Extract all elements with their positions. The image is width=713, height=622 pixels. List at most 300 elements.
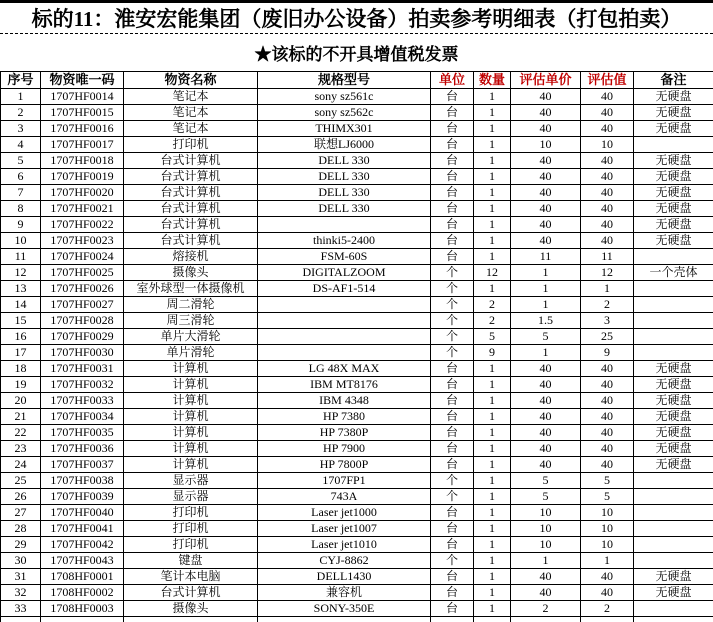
cell: 1 <box>474 425 511 441</box>
cell: 1707HF0035 <box>41 425 124 441</box>
cell: DELL 330 <box>258 201 431 217</box>
cell: 个 <box>431 265 474 281</box>
cell: 个 <box>431 281 474 297</box>
cell: 11 <box>511 249 581 265</box>
cell: 2 <box>474 297 511 313</box>
cell: 台 <box>431 233 474 249</box>
cell: 显示器 <box>124 473 258 489</box>
cell: 20 <box>1 393 41 409</box>
cell: 21 <box>1 409 41 425</box>
cell: 无硬盘 <box>634 457 713 473</box>
cell: 40 <box>511 185 581 201</box>
table-row <box>1 441 713 457</box>
cell: 1 <box>474 281 511 297</box>
cell: 31 <box>1 569 41 585</box>
cell <box>258 617 431 622</box>
cell: 个 <box>431 313 474 329</box>
no-vat-invoice-notice: ★该标的不开具增值税发票 <box>254 45 459 64</box>
cell: 1 <box>474 201 511 217</box>
cell: 1 <box>474 585 511 601</box>
cell: 熔接机 <box>124 249 258 265</box>
cell: 1 <box>474 105 511 121</box>
cell: 24 <box>1 457 41 473</box>
cell: 1707HF0034 <box>41 409 124 425</box>
cell: 40 <box>511 153 581 169</box>
cell: 40 <box>511 105 581 121</box>
table-row-clipped <box>1 617 713 622</box>
column-header-3: 规格型号 <box>258 72 431 89</box>
cell: 40 <box>581 185 634 201</box>
cell: 8 <box>1 201 41 217</box>
table-row <box>1 233 713 249</box>
cell: 743A <box>258 489 431 505</box>
cell: 1707FP1 <box>258 473 431 489</box>
cell: 13 <box>1 281 41 297</box>
cell: 1 <box>511 265 581 281</box>
cell: 个 <box>431 329 474 345</box>
cell: 1 <box>474 409 511 425</box>
cell: 1 <box>474 553 511 569</box>
table-row <box>1 585 713 601</box>
cell: 5 <box>474 329 511 345</box>
cell: 1707HF0028 <box>41 313 124 329</box>
cell: 40 <box>511 233 581 249</box>
column-header-6: 评估单价 <box>511 72 581 89</box>
cell: 1.5 <box>511 313 581 329</box>
cell: 2 <box>511 601 581 617</box>
cell: 11 <box>1 249 41 265</box>
cell: 无硬盘 <box>634 105 713 121</box>
column-header-2: 物资名称 <box>124 72 258 89</box>
cell: 1 <box>474 489 511 505</box>
column-header-8: 备注 <box>634 72 713 89</box>
cell: 40 <box>511 441 581 457</box>
cell: 1 <box>474 137 511 153</box>
cell: 23 <box>1 441 41 457</box>
cell: 32 <box>1 585 41 601</box>
cell: 无硬盘 <box>634 217 713 233</box>
cell: 1707HF0019 <box>41 169 124 185</box>
cell: 笔记本 <box>124 105 258 121</box>
cell: 1 <box>474 217 511 233</box>
cell: 1 <box>474 473 511 489</box>
cell: 2 <box>1 105 41 121</box>
cell: 1 <box>474 121 511 137</box>
cell: 40 <box>581 409 634 425</box>
cell: thinki5-2400 <box>258 233 431 249</box>
cell: 40 <box>581 377 634 393</box>
cell: 1707HF0033 <box>41 393 124 409</box>
cell: 1 <box>474 569 511 585</box>
cell: sony sz562c <box>258 105 431 121</box>
cell: 5 <box>511 473 581 489</box>
cell: 无硬盘 <box>634 153 713 169</box>
cell: 无硬盘 <box>634 89 713 105</box>
table-row <box>1 105 713 121</box>
cell: 3 <box>581 313 634 329</box>
cell: 1 <box>474 521 511 537</box>
cell: 1707HF0036 <box>41 441 124 457</box>
cell: 联想LJ6000 <box>258 137 431 153</box>
cell: 1707HF0032 <box>41 377 124 393</box>
cell <box>634 313 713 329</box>
table-row <box>1 297 713 313</box>
cell: 台 <box>431 505 474 521</box>
table-row <box>1 217 713 233</box>
cell: 台 <box>431 457 474 473</box>
column-header-4: 单位 <box>431 72 474 89</box>
cell: 15 <box>1 313 41 329</box>
cell: 键盘 <box>124 553 258 569</box>
cell: 1 <box>474 185 511 201</box>
cell: 9 <box>1 217 41 233</box>
cell: 1 <box>474 169 511 185</box>
table-row <box>1 489 713 505</box>
cell: 3 <box>1 121 41 137</box>
cell: 2 <box>474 313 511 329</box>
cell: 1707HF0017 <box>41 137 124 153</box>
cell: 笔记本 <box>124 89 258 105</box>
cell <box>258 297 431 313</box>
cell: 打印机 <box>124 521 258 537</box>
cell: 台 <box>431 377 474 393</box>
cell: 12 <box>1 265 41 281</box>
cell: 1 <box>474 249 511 265</box>
cell: 打印机 <box>124 537 258 553</box>
cell: 1707HF0025 <box>41 265 124 281</box>
cell: 10 <box>581 137 634 153</box>
cell <box>634 473 713 489</box>
cell: 台式计算机 <box>124 233 258 249</box>
column-header-7: 评估值 <box>581 72 634 89</box>
cell: DELL 330 <box>258 153 431 169</box>
cell: 无硬盘 <box>634 393 713 409</box>
cell: 25 <box>1 473 41 489</box>
cell: 1707HF0020 <box>41 185 124 201</box>
cell: 1 <box>511 345 581 361</box>
cell: 6 <box>1 169 41 185</box>
cell: 40 <box>511 585 581 601</box>
column-header-5: 数量 <box>474 72 511 89</box>
table-row <box>1 329 713 345</box>
cell: HP 7380P <box>258 425 431 441</box>
cell: 1707HF0021 <box>41 201 124 217</box>
table-row <box>1 345 713 361</box>
cell: 10 <box>511 537 581 553</box>
cell: 10 <box>581 505 634 521</box>
cell: 1707HF0030 <box>41 345 124 361</box>
cell: 无硬盘 <box>634 121 713 137</box>
cell: 台 <box>431 121 474 137</box>
cell: 40 <box>581 121 634 137</box>
cell: 1 <box>474 89 511 105</box>
cell <box>258 313 431 329</box>
cell <box>634 489 713 505</box>
cell: 2 <box>581 297 634 313</box>
cell: DELL 330 <box>258 169 431 185</box>
cell <box>634 505 713 521</box>
cell: 台 <box>431 537 474 553</box>
table-row <box>1 281 713 297</box>
cell: 1 <box>511 281 581 297</box>
cell: 台式计算机 <box>124 185 258 201</box>
cell: 30 <box>1 553 41 569</box>
cell: 1707HF0029 <box>41 329 124 345</box>
cell: 台 <box>431 585 474 601</box>
cell: 10 <box>581 537 634 553</box>
cell: DELL 330 <box>258 185 431 201</box>
cell: 台式计算机 <box>124 201 258 217</box>
table-row <box>1 553 713 569</box>
cell: 台 <box>431 89 474 105</box>
cell: 10 <box>581 521 634 537</box>
cell: 1707HF0026 <box>41 281 124 297</box>
cell: 个 <box>431 345 474 361</box>
cell: Laser jet1000 <box>258 505 431 521</box>
cell: 40 <box>581 569 634 585</box>
cell: 18 <box>1 361 41 377</box>
column-header-0: 序号 <box>1 72 41 89</box>
cell: CYJ-8862 <box>258 553 431 569</box>
cell: 40 <box>581 233 634 249</box>
cell <box>634 537 713 553</box>
cell <box>634 601 713 617</box>
inventory-table <box>0 71 713 622</box>
cell: Laser jet1007 <box>258 521 431 537</box>
cell: 无硬盘 <box>634 409 713 425</box>
cell: 4 <box>1 137 41 153</box>
cell: 台 <box>431 137 474 153</box>
cell: 台 <box>431 105 474 121</box>
cell: 1707HF0043 <box>41 553 124 569</box>
cell: 5 <box>581 489 634 505</box>
cell: 28 <box>1 521 41 537</box>
cell: 台 <box>431 425 474 441</box>
cell: 1708HF0002 <box>41 585 124 601</box>
cell: 无硬盘 <box>634 585 713 601</box>
cell: 9 <box>474 345 511 361</box>
cell <box>431 617 474 622</box>
cell: 1707HF0031 <box>41 361 124 377</box>
cell <box>634 345 713 361</box>
cell: FSM-60S <box>258 249 431 265</box>
cell: 40 <box>581 217 634 233</box>
table-row <box>1 249 713 265</box>
cell: 无硬盘 <box>634 233 713 249</box>
cell: IBM MT8176 <box>258 377 431 393</box>
cell: 台式计算机 <box>124 169 258 185</box>
table-row <box>1 121 713 137</box>
table-row <box>1 377 713 393</box>
table-row <box>1 137 713 153</box>
cell: 周三滑轮 <box>124 313 258 329</box>
cell <box>634 249 713 265</box>
cell: 一个壳体 <box>634 265 713 281</box>
cell: 台 <box>431 153 474 169</box>
cell: 打印机 <box>124 505 258 521</box>
cell: 40 <box>511 201 581 217</box>
cell: 40 <box>581 361 634 377</box>
cell: 1707HF0027 <box>41 297 124 313</box>
cell: THIMX301 <box>258 121 431 137</box>
cell: sony sz561c <box>258 89 431 105</box>
cell: 个 <box>431 473 474 489</box>
table-row <box>1 457 713 473</box>
cell: 40 <box>581 585 634 601</box>
cell: 40 <box>581 89 634 105</box>
table-row <box>1 505 713 521</box>
page-title: 标的11：淮安宏能集团（废旧办公设备）拍卖参考明细表（打包拍卖） <box>0 0 713 34</box>
cell: 40 <box>511 89 581 105</box>
cell: 1707HF0024 <box>41 249 124 265</box>
cell <box>581 617 634 622</box>
cell: 台 <box>431 217 474 233</box>
cell: 个 <box>431 553 474 569</box>
cell: 12 <box>581 265 634 281</box>
table-row <box>1 601 713 617</box>
cell: 1707HF0038 <box>41 473 124 489</box>
cell: 计算机 <box>124 441 258 457</box>
cell: Laser jet1010 <box>258 537 431 553</box>
cell: 1 <box>474 537 511 553</box>
cell: 1708HF0003 <box>41 601 124 617</box>
cell: 无硬盘 <box>634 569 713 585</box>
cell: 29 <box>1 537 41 553</box>
cell: 40 <box>581 201 634 217</box>
cell: 5 <box>581 473 634 489</box>
cell: 33 <box>1 601 41 617</box>
cell: 1 <box>474 441 511 457</box>
cell <box>634 617 713 622</box>
cell: 1 <box>474 153 511 169</box>
cell: 40 <box>511 121 581 137</box>
cell: 室外球型一体摄像机 <box>124 281 258 297</box>
cell: 40 <box>581 425 634 441</box>
cell: 1 <box>511 553 581 569</box>
cell: 1707HF0023 <box>41 233 124 249</box>
cell: 台 <box>431 361 474 377</box>
cell: 1 <box>474 505 511 521</box>
table-row <box>1 89 713 105</box>
cell: 12 <box>474 265 511 281</box>
cell: 无硬盘 <box>634 441 713 457</box>
cell: 27 <box>1 505 41 521</box>
cell: DIGITALZOOM <box>258 265 431 281</box>
cell: 台 <box>431 169 474 185</box>
cell: 台式计算机 <box>124 217 258 233</box>
cell: 40 <box>581 441 634 457</box>
cell: 个 <box>431 489 474 505</box>
cell: 无硬盘 <box>634 185 713 201</box>
cell: 1 <box>474 601 511 617</box>
cell: 台 <box>431 201 474 217</box>
cell: DELL1430 <box>258 569 431 585</box>
cell <box>258 329 431 345</box>
cell: 笔记本 <box>124 121 258 137</box>
cell: 打印机 <box>124 137 258 153</box>
cell: 5 <box>511 329 581 345</box>
table-row <box>1 569 713 585</box>
cell <box>124 617 258 622</box>
cell: 兼容机 <box>258 585 431 601</box>
cell: 1707HF0040 <box>41 505 124 521</box>
table-row <box>1 201 713 217</box>
cell: 26 <box>1 489 41 505</box>
cell: 单片滑轮 <box>124 345 258 361</box>
cell: HP 7380 <box>258 409 431 425</box>
cell <box>511 617 581 622</box>
cell: 40 <box>511 569 581 585</box>
cell: 1 <box>474 393 511 409</box>
cell: 1 <box>511 297 581 313</box>
table-row <box>1 153 713 169</box>
cell: 无硬盘 <box>634 425 713 441</box>
cell <box>258 345 431 361</box>
cell: 1707HF0041 <box>41 521 124 537</box>
cell <box>1 617 41 622</box>
cell: 计算机 <box>124 425 258 441</box>
table-row <box>1 265 713 281</box>
table-header-row <box>1 72 713 89</box>
cell: 1 <box>581 553 634 569</box>
cell: 1707HF0018 <box>41 153 124 169</box>
cell: 7 <box>1 185 41 201</box>
cell: 1 <box>1 89 41 105</box>
cell <box>258 217 431 233</box>
table-row <box>1 185 713 201</box>
cell: 单片大滑轮 <box>124 329 258 345</box>
table-row <box>1 521 713 537</box>
cell: 无硬盘 <box>634 361 713 377</box>
cell: SONY-350E <box>258 601 431 617</box>
cell: 10 <box>511 137 581 153</box>
cell: 台式计算机 <box>124 585 258 601</box>
cell: 11 <box>581 249 634 265</box>
cell: 40 <box>511 425 581 441</box>
cell: 1707HF0037 <box>41 457 124 473</box>
cell: 5 <box>511 489 581 505</box>
cell: 1707HF0016 <box>41 121 124 137</box>
cell <box>634 297 713 313</box>
cell: 1 <box>581 281 634 297</box>
cell: 1 <box>474 233 511 249</box>
table-row <box>1 409 713 425</box>
cell <box>41 617 124 622</box>
cell: 台 <box>431 249 474 265</box>
cell: HP 7800P <box>258 457 431 473</box>
cell: 计算机 <box>124 377 258 393</box>
cell: 台 <box>431 441 474 457</box>
cell: 个 <box>431 297 474 313</box>
cell: 台 <box>431 601 474 617</box>
cell <box>634 281 713 297</box>
cell: 22 <box>1 425 41 441</box>
cell: 40 <box>511 217 581 233</box>
cell: 40 <box>511 377 581 393</box>
cell: DS-AF1-514 <box>258 281 431 297</box>
cell: IBM 4348 <box>258 393 431 409</box>
cell: 摄像头 <box>124 601 258 617</box>
cell: 9 <box>581 345 634 361</box>
cell: 40 <box>581 169 634 185</box>
cell: 10 <box>511 521 581 537</box>
cell: 1707HF0039 <box>41 489 124 505</box>
cell: HP 7900 <box>258 441 431 457</box>
cell: 台 <box>431 409 474 425</box>
table-row <box>1 169 713 185</box>
cell: 摄像头 <box>124 265 258 281</box>
cell: 40 <box>511 457 581 473</box>
